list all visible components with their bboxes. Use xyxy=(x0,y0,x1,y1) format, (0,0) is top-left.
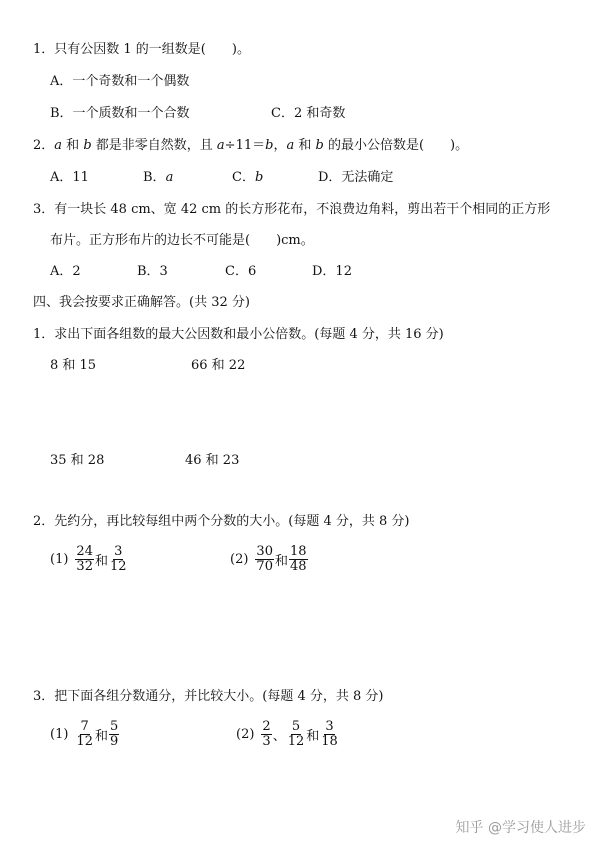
group-label: (1) xyxy=(50,727,69,742)
var-a: a xyxy=(216,138,225,153)
numerator: 24 xyxy=(76,544,93,559)
p1-pair-4: 46 和 23 xyxy=(185,453,240,468)
group-label: (1) xyxy=(50,552,69,567)
denominator: 12 xyxy=(287,734,305,749)
numerator: 18 xyxy=(289,544,307,559)
q1-option-b: B．一个质数和一个合数 xyxy=(50,106,190,121)
denominator: 48 xyxy=(289,559,307,574)
numerator: 2 xyxy=(262,719,271,734)
watermark: 知乎 @学习使人进步 xyxy=(455,820,586,836)
q2-text: ， xyxy=(273,138,287,153)
fraction xyxy=(75,720,94,749)
q2-text: 和 xyxy=(294,138,316,153)
conjunction: 和 xyxy=(274,554,288,569)
p2-stem: 2．先约分，再比较每组中两个分数的大小。(每题 4 分，共 8 分) xyxy=(33,514,410,529)
p3-group-1 xyxy=(50,720,120,749)
option-label: C． xyxy=(232,170,255,185)
q3-stem-line1: 3．有一块长 48 cm、宽 42 cm 的长方形花布，不浪费边角料，剪出若干个相同的正方形 xyxy=(33,202,551,217)
q2-text: 的最小公倍数是( )。 xyxy=(323,138,469,153)
p1-pair-3: 35 和 28 xyxy=(50,453,105,468)
fraction xyxy=(289,545,308,574)
q2-option-c xyxy=(232,169,263,187)
p2-group-1 xyxy=(50,545,129,574)
numerator: 5 xyxy=(109,719,119,734)
p2-group-2 xyxy=(230,545,309,574)
q3-option-d: D．12 xyxy=(312,264,352,279)
conjunction: 和 xyxy=(94,729,108,744)
numerator: 3 xyxy=(325,719,334,734)
fraction xyxy=(261,720,271,749)
denominator: 3 xyxy=(262,734,271,749)
group-label: (2) xyxy=(236,727,255,742)
numerator: 5 xyxy=(291,719,301,734)
q2-option-d: D．无法确定 xyxy=(318,170,394,185)
denominator: 12 xyxy=(109,559,127,574)
denominator: 70 xyxy=(256,559,273,574)
q2-stem xyxy=(33,137,468,155)
var-a: a xyxy=(165,170,174,185)
option-label: B． xyxy=(143,170,166,185)
denominator: 32 xyxy=(76,559,93,574)
q1-option-c: C．2 和奇数 xyxy=(271,106,346,121)
group-label: (2) xyxy=(230,552,249,567)
q2-text: 都是非零自然数，且 xyxy=(91,138,217,153)
denominator: 9 xyxy=(109,734,119,749)
fraction xyxy=(109,545,128,574)
var-b: b xyxy=(315,138,324,153)
fraction xyxy=(75,545,94,574)
p1-stem: 1．求出下面各组数的最大公因数和最小公倍数。(每题 4 分，共 16 分) xyxy=(33,327,444,342)
fraction xyxy=(320,720,339,749)
q2-text: ÷11＝ xyxy=(224,138,266,153)
separator: 、 xyxy=(272,729,286,744)
var-b: b xyxy=(265,138,274,153)
q3-option-a: A．2 xyxy=(50,264,81,279)
denominator: 12 xyxy=(76,734,93,749)
p3-stem: 3．把下面各组分数通分，并比较大小。(每题 4 分，共 8 分) xyxy=(33,689,384,704)
var-b: b xyxy=(254,170,264,185)
q1-stem: 1．只有公因数 1 的一组数是( )。 xyxy=(33,42,250,57)
section-4-title: 四、我会按要求正确解答。(共 32 分) xyxy=(33,295,250,310)
numerator: 30 xyxy=(256,544,273,559)
q3-option-b: B．3 xyxy=(137,264,168,279)
fraction xyxy=(255,545,274,574)
q2-text: 和 xyxy=(62,138,84,153)
conjunction: 和 xyxy=(94,554,108,569)
q2-number: 2． xyxy=(33,138,55,153)
p1-pair-2: 66 和 22 xyxy=(191,358,246,373)
p3-group-2 xyxy=(236,720,340,749)
q2-option-a: A．11 xyxy=(50,170,89,185)
var-a: a xyxy=(286,138,295,153)
var-a: a xyxy=(54,138,63,153)
q3-stem-line2: 布片。正方形布片的边长不可能是( )cm。 xyxy=(50,233,314,248)
q1-option-a: A．一个奇数和一个偶数 xyxy=(50,74,190,89)
denominator: 18 xyxy=(321,734,338,749)
conjunction: 和 xyxy=(306,729,320,744)
q3-option-c: C．6 xyxy=(225,264,257,279)
q2-option-b xyxy=(143,169,173,187)
fraction xyxy=(287,720,306,749)
var-b: b xyxy=(83,138,92,153)
p1-pair-1: 8 和 15 xyxy=(50,358,97,373)
numerator: 7 xyxy=(80,719,89,734)
numerator: 3 xyxy=(114,544,123,559)
fraction xyxy=(109,720,119,749)
